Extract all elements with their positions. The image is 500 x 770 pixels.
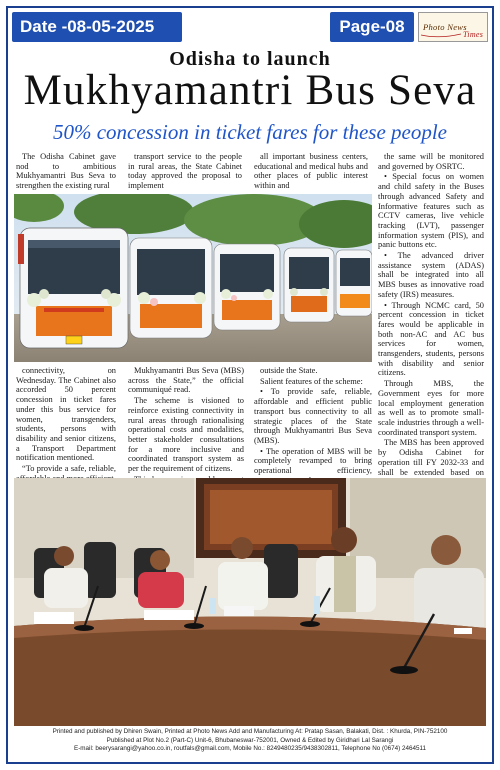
article-column-1-bottom: [16, 366, 116, 474]
imprint-footer: [10, 728, 490, 754]
paragraph: The MBS has been approved by Odisha Cabinet for operation till FY 2032-33 and shall be extended based on: [378, 438, 484, 477]
paragraph: The Odisha Cabinet gave nod to ambitious Mukhyamantri Bus Seva to strengthen the existing rural: [16, 152, 116, 191]
article-column-4: [378, 152, 484, 477]
article-column-2-top: [128, 152, 242, 192]
paragraph: connectivity, on Wednesday. The Cabinet also accorded 50 percent concession in ticket fares under this bus service for women, transgenders, students, persons with disability and senior citizens, a Transport Department notification mentioned.: [16, 366, 116, 463]
svg-text:Times: Times: [463, 30, 484, 39]
issue-date: Date -08-05-2025: [12, 12, 182, 42]
bus-1: [18, 228, 128, 348]
newspaper-logo: [418, 12, 488, 42]
article-column-3-top: [254, 152, 368, 192]
bullet-paragraph: • Special focus on women and child safety in the Buses through advanced Safety and Informative features such as CCTV cameras, live vehicle tracking (LVT), passenger information system (PIS), and panic buttons etc.: [378, 172, 484, 250]
article-column-2-bottom: [128, 366, 244, 474]
paragraph: all important business centers, educational and medical hubs and other places of public interest within and: [254, 152, 368, 191]
logo-graphic: [419, 13, 487, 41]
imprint-line: E-mail: beerysarangi@yahoo.co.in, routfals@gmail.com, Mobile No.: 8249480235/9438302811, Telephone No (0674) 2464511: [74, 745, 426, 753]
svg-text:Photo News: Photo News: [423, 22, 467, 32]
paragraph: The scheme is visioned to reinforce existing connectivity in rural areas through rationalising operational costs and modalities, better stakeholder consultations for a more inclusive and coordinated transport system as per the requirement of citizens.: [128, 396, 244, 474]
article-column-3-bottom: [254, 366, 372, 476]
paragraph: the same will be monitored and governed by OSRTC.: [378, 152, 484, 171]
imprint-line: Printed and published by Dhiren Swain, Printed at Photo News Add and Manufacturing At: Pratap Sasan, Balakati, Dist. : Khurda, PIN-752100: [52, 728, 448, 735]
paragraph: “To provide a safe, reliable,: [22, 464, 116, 474]
bus-5: [336, 250, 372, 316]
cabinet-meeting-photo: [14, 478, 486, 726]
paragraph: Mukhyamantri Bus Seva (MBS) across the State,” the official communiqué read.: [128, 366, 244, 395]
bus-fleet-photo: [14, 194, 372, 362]
imprint-line: Published at Plot No.2 (Part-C) Unit-6, Bhubaneswar-752001, Owned & Edited by Giridhari Lal Sarangi: [106, 736, 394, 744]
bus-4: [284, 248, 334, 322]
paragraph: Through MBS, the Government eyes for more local employment generation as well as to promote small-scale industries through a well-coordinated transport system.: [378, 379, 484, 437]
article-headline: Mukhyamantri Bus Seva: [23, 67, 477, 114]
paragraph: Salient features of the scheme:: [260, 376, 363, 386]
page-number: Page-08: [330, 12, 414, 42]
paragraph: outside the State.: [260, 366, 318, 375]
meeting-illustration: [14, 478, 486, 726]
bullet-paragraph: • The operation of MBS will be completely revamped to bring operational efficiency,: [254, 446, 372, 476]
article-subhead: 50% concession in ticket fares for these people: [52, 120, 448, 144]
bus-fleet-illustration: [14, 194, 372, 362]
paragraph: transport service to the people in rural areas, the State Cabinet today approved the proposal to implement: [128, 152, 242, 191]
bullet-paragraph: • Through NCMC card, 50 percent concession in ticket fares would be applicable in both non-AC and AC bus services for women, transgenders, students, persons with disability and senior citizens.: [378, 300, 484, 378]
bus-3: [214, 244, 280, 330]
bullet-paragraph: • To provide safe, reliable, affordable and efficient public transport bus connectivity to all strategic places of the State through Mukhyamantri Bus Seva (MBS).: [254, 387, 372, 445]
bus-2: [130, 238, 212, 338]
article-column-1-top: [16, 152, 116, 192]
masthead: [12, 12, 488, 42]
bullet-paragraph: • The advanced driver assistance system (ADAS) shall be integrated into all MBS buses as innovative road safety (IRS) measures.: [378, 251, 484, 299]
article-kicker: Odisha to launch: [169, 48, 331, 70]
